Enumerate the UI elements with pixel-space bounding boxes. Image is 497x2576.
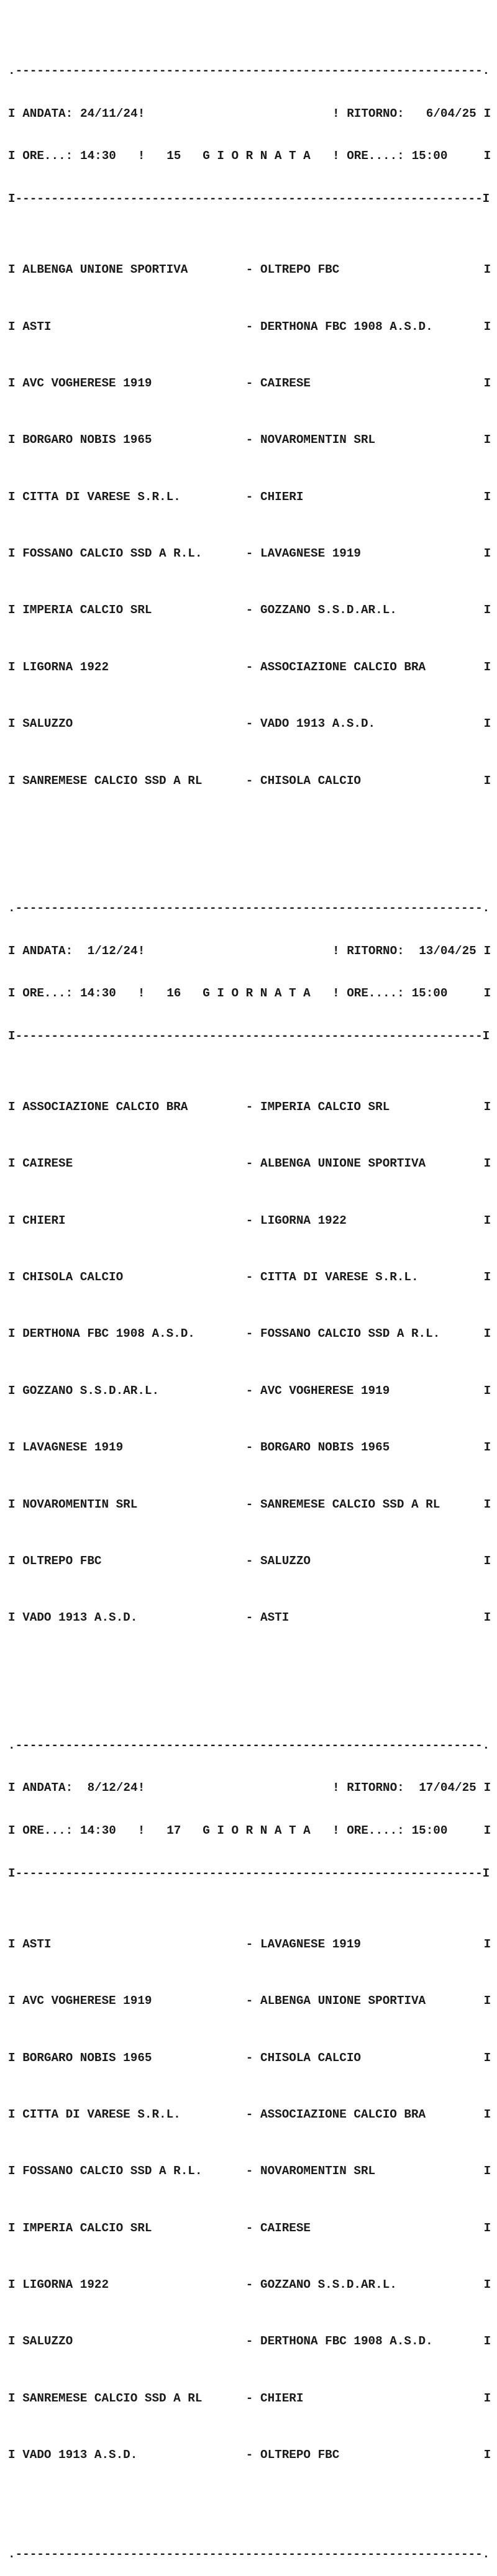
- left-edge: I: [8, 2278, 16, 2292]
- left-edge: I: [8, 2448, 16, 2462]
- match-row: [8, 1554, 491, 1568]
- home-team: IMPERIA CALCIO SRL: [22, 603, 152, 617]
- versus-dash: -: [245, 319, 253, 334]
- versus-dash: -: [245, 2278, 253, 2292]
- ore-left-time: 14:30: [80, 149, 116, 163]
- ore-row: [8, 986, 491, 1001]
- right-edge: I: [483, 106, 491, 121]
- left-edge: I: [8, 1157, 16, 1171]
- right-edge: I: [483, 2221, 491, 2235]
- home-team: FOSSANO CALCIO SSD A R.L.: [22, 2164, 203, 2178]
- versus-dash: -: [245, 433, 253, 447]
- round-block: [8, 873, 491, 1667]
- round-block: [8, 1710, 491, 2505]
- right-edge: I: [483, 1270, 491, 1285]
- left-edge: I: [8, 319, 16, 334]
- ore-right-label: ORE....:: [347, 1824, 404, 1837]
- match-row: [8, 717, 491, 731]
- ritorno-bang: !: [332, 944, 340, 958]
- ore-right-label: ORE....:: [347, 149, 404, 163]
- ritorno-bang: !: [332, 106, 340, 121]
- away-team: NOVAROMENTIN SRL: [260, 433, 376, 447]
- left-edge: I: [8, 376, 16, 390]
- right-edge: I: [483, 547, 491, 561]
- left-edge: I: [8, 2164, 16, 2178]
- home-team: GOZZANO S.S.D.AR.L.: [22, 1383, 160, 1398]
- away-team: LIGORNA 1922: [260, 1213, 347, 1227]
- match-list: [8, 1072, 491, 1639]
- away-team: CAIRESE: [260, 2221, 311, 2235]
- right-edge: I: [483, 1157, 491, 1171]
- versus-dash: -: [245, 2107, 253, 2121]
- right-edge: I: [483, 376, 491, 390]
- left-edge: I: [8, 1270, 16, 1285]
- away-team: AVC VOGHERESE 1919: [260, 1383, 390, 1398]
- match-row: [8, 1937, 491, 1952]
- left-edge: I: [8, 944, 16, 958]
- left-edge: I: [8, 773, 16, 788]
- away-team: FOSSANO CALCIO SSD A R.L.: [260, 1327, 440, 1341]
- away-team: OLTREPO FBC: [260, 2448, 340, 2462]
- versus-dash: -: [245, 2448, 253, 2462]
- home-team: CAIRESE: [22, 1157, 73, 1171]
- andata-label: ANDATA:: [22, 944, 73, 958]
- giornata-bang-right: !: [332, 1824, 340, 1837]
- versus-dash: -: [245, 376, 253, 390]
- right-edge: I: [483, 1937, 491, 1951]
- match-row: [8, 660, 491, 675]
- away-team: CHISOLA CALCIO: [260, 2050, 361, 2065]
- home-team: FOSSANO CALCIO SSD A R.L.: [22, 547, 203, 561]
- left-edge: I: [8, 717, 16, 731]
- round-block: [8, 36, 491, 831]
- ritorno-date: 17/04/25: [419, 1781, 476, 1795]
- match-row: [8, 1383, 491, 1398]
- left-edge: I: [8, 2050, 16, 2065]
- left-edge: I: [8, 1937, 16, 1951]
- versus-dash: -: [245, 1497, 253, 1511]
- home-team: LIGORNA 1922: [22, 2278, 109, 2292]
- versus-dash: -: [245, 547, 253, 561]
- away-team: ASSOCIAZIONE CALCIO BRA: [260, 660, 426, 674]
- match-row: [8, 263, 491, 277]
- away-team: OLTREPO FBC: [260, 263, 340, 277]
- match-row: [8, 603, 491, 617]
- left-edge: I: [8, 489, 16, 504]
- left-edge: I: [8, 1497, 16, 1511]
- away-team: NOVAROMENTIN SRL: [260, 2164, 376, 2178]
- away-team: ASSOCIAZIONE CALCIO BRA: [260, 2107, 426, 2121]
- away-team: CITTA DI VARESE S.R.L.: [260, 1270, 419, 1285]
- ritorno-label: RITORNO:: [347, 1781, 404, 1795]
- right-edge: I: [483, 986, 491, 1001]
- versus-dash: -: [245, 1994, 253, 2008]
- match-row: [8, 773, 491, 788]
- home-team: AVC VOGHERESE 1919: [22, 376, 152, 390]
- away-team: GOZZANO S.S.D.AR.L.: [260, 2278, 397, 2292]
- match-row: [8, 2448, 491, 2462]
- left-edge: I: [8, 603, 16, 617]
- away-team: BORGARO NOBIS 1965: [260, 1440, 390, 1455]
- versus-dash: -: [245, 2391, 253, 2405]
- match-row: [8, 1611, 491, 1625]
- right-edge: I: [483, 1327, 491, 1341]
- home-team: CHIERI: [22, 1213, 66, 1227]
- home-team: SALUZZO: [22, 717, 73, 731]
- header-separator: I-----------------------------------------------------------------I: [8, 1029, 490, 1043]
- left-edge: I: [8, 986, 16, 1001]
- right-edge: I: [483, 773, 491, 788]
- match-row: [8, 319, 491, 334]
- home-team: VADO 1913 A.S.D.: [22, 1611, 138, 1625]
- right-edge: I: [483, 1611, 491, 1625]
- andata-date: 8/12/24: [80, 1781, 138, 1795]
- andata-label: ANDATA:: [22, 1781, 73, 1795]
- home-team: LAVAGNESE 1919: [22, 1440, 124, 1455]
- right-edge: I: [483, 263, 491, 277]
- andata-label: ANDATA:: [22, 106, 73, 121]
- away-team: LAVAGNESE 1919: [260, 1937, 361, 1951]
- giornata-bang-right: !: [332, 986, 340, 1001]
- left-edge: I: [8, 1440, 16, 1455]
- versus-dash: -: [245, 1440, 253, 1455]
- left-edge: I: [8, 1554, 16, 1568]
- right-edge: I: [483, 2448, 491, 2462]
- andata-date: 1/12/24: [80, 944, 138, 958]
- right-edge: I: [483, 433, 491, 447]
- match-list: [8, 1909, 491, 2477]
- left-edge: I: [8, 2221, 16, 2235]
- away-team: DERTHONA FBC 1908 A.S.D.: [260, 2334, 433, 2349]
- home-team: ASTI: [22, 319, 52, 334]
- match-row: [8, 1497, 491, 1512]
- match-row: [8, 2164, 491, 2178]
- andata-date: 24/11/24: [80, 106, 138, 121]
- away-team: ALBENGA UNIONE SPORTIVA: [260, 1994, 426, 2008]
- match-row: [8, 2050, 491, 2065]
- left-edge: I: [8, 2334, 16, 2349]
- right-edge: I: [483, 2107, 491, 2121]
- andata-row: [8, 944, 491, 958]
- home-team: LIGORNA 1922: [22, 660, 109, 674]
- left-edge: I: [8, 660, 16, 674]
- home-team: CITTA DI VARESE S.R.L.: [22, 489, 181, 504]
- match-row: [8, 1099, 491, 1114]
- versus-dash: -: [245, 2050, 253, 2065]
- right-edge: I: [483, 1440, 491, 1455]
- away-team: SALUZZO: [260, 1554, 311, 1568]
- left-edge: I: [8, 547, 16, 561]
- home-team: OLTREPO FBC: [22, 1554, 102, 1568]
- header-separator: I-----------------------------------------------------------------I: [8, 191, 490, 206]
- versus-dash: -: [245, 263, 253, 277]
- home-team: NOVAROMENTIN SRL: [22, 1497, 138, 1511]
- home-team: SANREMESE CALCIO SSD A RL: [22, 2391, 203, 2405]
- right-edge: I: [483, 1994, 491, 2008]
- left-edge: I: [8, 106, 16, 121]
- right-edge: I: [483, 603, 491, 617]
- right-edge: I: [483, 944, 491, 958]
- top-border: .-----------------------------------------------------------------.: [8, 1738, 490, 1752]
- home-team: ASSOCIAZIONE CALCIO BRA: [22, 1099, 188, 1114]
- versus-dash: -: [245, 1383, 253, 1398]
- match-row: [8, 489, 491, 504]
- home-team: DERTHONA FBC 1908 A.S.D.: [22, 1327, 195, 1341]
- giornata-bang-left: !: [137, 986, 145, 1001]
- home-team: SANREMESE CALCIO SSD A RL: [22, 773, 203, 788]
- right-edge: I: [483, 2050, 491, 2065]
- ore-left-label: ORE...:: [22, 1824, 73, 1837]
- home-team: CHISOLA CALCIO: [22, 1270, 124, 1285]
- right-edge: I: [483, 1383, 491, 1398]
- home-team: IMPERIA CALCIO SRL: [22, 2221, 152, 2235]
- versus-dash: -: [245, 1554, 253, 1568]
- versus-dash: -: [245, 603, 253, 617]
- giornata-bang-left: !: [137, 1824, 145, 1837]
- left-edge: I: [8, 2391, 16, 2405]
- ore-left-label: ORE...:: [22, 986, 73, 1001]
- top-border: .-----------------------------------------------------------------.: [8, 64, 490, 78]
- left-edge: I: [8, 1383, 16, 1398]
- andata-bang: !: [137, 106, 145, 121]
- versus-dash: -: [245, 1937, 253, 1951]
- match-row: [8, 2107, 491, 2122]
- versus-dash: -: [245, 660, 253, 674]
- right-edge: I: [483, 660, 491, 674]
- home-team: BORGARO NOBIS 1965: [22, 433, 152, 447]
- away-team: SANREMESE CALCIO SSD A RL: [260, 1497, 440, 1511]
- ritorno-label: RITORNO:: [347, 106, 404, 121]
- versus-dash: -: [245, 1611, 253, 1625]
- ritorno-bang: !: [332, 1781, 340, 1795]
- match-row: [8, 1327, 491, 1341]
- right-edge: I: [483, 1497, 491, 1511]
- right-edge: I: [483, 1824, 491, 1837]
- giornata-number: 16: [166, 986, 181, 1001]
- versus-dash: -: [245, 1213, 253, 1227]
- versus-dash: -: [245, 2221, 253, 2235]
- match-row: [8, 1440, 491, 1455]
- versus-dash: -: [245, 1270, 253, 1285]
- ore-right-label: ORE....:: [347, 986, 404, 1001]
- right-edge: I: [483, 489, 491, 504]
- home-team: ALBENGA UNIONE SPORTIVA: [22, 263, 188, 277]
- giornata-bang-left: !: [137, 149, 145, 163]
- match-row: [8, 1157, 491, 1171]
- away-team: CAIRESE: [260, 376, 311, 390]
- giornata-label: G I O R N A T A: [203, 1824, 311, 1837]
- andata-bang: !: [137, 1781, 145, 1795]
- versus-dash: -: [245, 489, 253, 504]
- right-edge: I: [483, 2164, 491, 2178]
- away-team: GOZZANO S.S.D.AR.L.: [260, 603, 397, 617]
- left-edge: I: [8, 1994, 16, 2008]
- away-team: DERTHONA FBC 1908 A.S.D.: [260, 319, 433, 334]
- andata-row: [8, 1781, 491, 1795]
- home-team: CITTA DI VARESE S.R.L.: [22, 2107, 181, 2121]
- match-row: [8, 1270, 491, 1285]
- home-team: BORGARO NOBIS 1965: [22, 2050, 152, 2065]
- versus-dash: -: [245, 717, 253, 731]
- andata-bang: !: [137, 944, 145, 958]
- versus-dash: -: [245, 2164, 253, 2178]
- ore-left-label: ORE...:: [22, 149, 73, 163]
- giornata-label: G I O R N A T A: [203, 149, 311, 163]
- right-edge: I: [483, 1781, 491, 1795]
- ore-left-time: 14:30: [80, 1824, 116, 1837]
- away-team: LAVAGNESE 1919: [260, 547, 361, 561]
- ritorno-date: 13/04/25: [419, 944, 476, 958]
- home-team: AVC VOGHERESE 1919: [22, 1994, 152, 2008]
- away-team: IMPERIA CALCIO SRL: [260, 1099, 390, 1114]
- versus-dash: -: [245, 1327, 253, 1341]
- ore-right-time: 15:00: [411, 986, 448, 1001]
- left-edge: I: [8, 1213, 16, 1227]
- away-team: CHIERI: [260, 2391, 304, 2405]
- left-edge: I: [8, 149, 16, 163]
- ore-row: [8, 1824, 491, 1838]
- right-edge: I: [483, 2391, 491, 2405]
- right-edge: I: [483, 2334, 491, 2349]
- right-edge: I: [483, 2278, 491, 2292]
- home-team: ASTI: [22, 1937, 52, 1951]
- home-team: SALUZZO: [22, 2334, 73, 2349]
- ore-left-time: 14:30: [80, 986, 116, 1001]
- right-edge: I: [483, 1213, 491, 1227]
- right-edge: I: [483, 717, 491, 731]
- ritorno-label: RITORNO:: [347, 944, 404, 958]
- match-row: [8, 2334, 491, 2349]
- away-team: CHIERI: [260, 489, 304, 504]
- ore-right-time: 15:00: [411, 1824, 448, 1837]
- match-row: [8, 433, 491, 447]
- left-edge: I: [8, 1824, 16, 1837]
- ritorno-date: 6/04/25: [419, 106, 476, 121]
- match-list: [8, 235, 491, 803]
- giornata-number: 15: [166, 149, 181, 163]
- left-edge: I: [8, 263, 16, 277]
- right-edge: I: [483, 1099, 491, 1114]
- left-edge: I: [8, 433, 16, 447]
- versus-dash: -: [245, 2334, 253, 2349]
- top-border: .-----------------------------------------------------------------.: [8, 901, 490, 916]
- left-edge: I: [8, 1099, 16, 1114]
- match-row: [8, 1994, 491, 2008]
- versus-dash: -: [245, 1157, 253, 1171]
- away-team: ASTI: [260, 1611, 290, 1625]
- match-row: [8, 2391, 491, 2406]
- giornata-bang-right: !: [332, 149, 340, 163]
- giornata-label: G I O R N A T A: [203, 986, 311, 1001]
- match-row: [8, 547, 491, 561]
- away-team: CHISOLA CALCIO: [260, 773, 361, 788]
- away-team: VADO 1913 A.S.D.: [260, 717, 376, 731]
- match-row: [8, 1213, 491, 1228]
- versus-dash: -: [245, 1099, 253, 1114]
- left-edge: I: [8, 1611, 16, 1625]
- left-edge: I: [8, 2107, 16, 2121]
- bottom-border: .-----------------------------------------------------------------.: [8, 2547, 490, 2562]
- andata-row: [8, 106, 491, 121]
- match-row: [8, 2278, 491, 2292]
- giornata-number: 17: [166, 1824, 181, 1837]
- right-edge: I: [483, 149, 491, 163]
- match-row: [8, 376, 491, 391]
- match-row: [8, 2221, 491, 2236]
- away-team: ALBENGA UNIONE SPORTIVA: [260, 1157, 426, 1171]
- right-edge: I: [483, 1554, 491, 1568]
- header-separator: I-----------------------------------------------------------------I: [8, 1866, 490, 1880]
- right-edge: I: [483, 319, 491, 334]
- ore-right-time: 15:00: [411, 149, 448, 163]
- home-team: VADO 1913 A.S.D.: [22, 2448, 138, 2462]
- ore-row: [8, 149, 491, 163]
- left-edge: I: [8, 1327, 16, 1341]
- fixture-sheet: [8, 7, 491, 2576]
- left-edge: I: [8, 1781, 16, 1795]
- versus-dash: -: [245, 773, 253, 788]
